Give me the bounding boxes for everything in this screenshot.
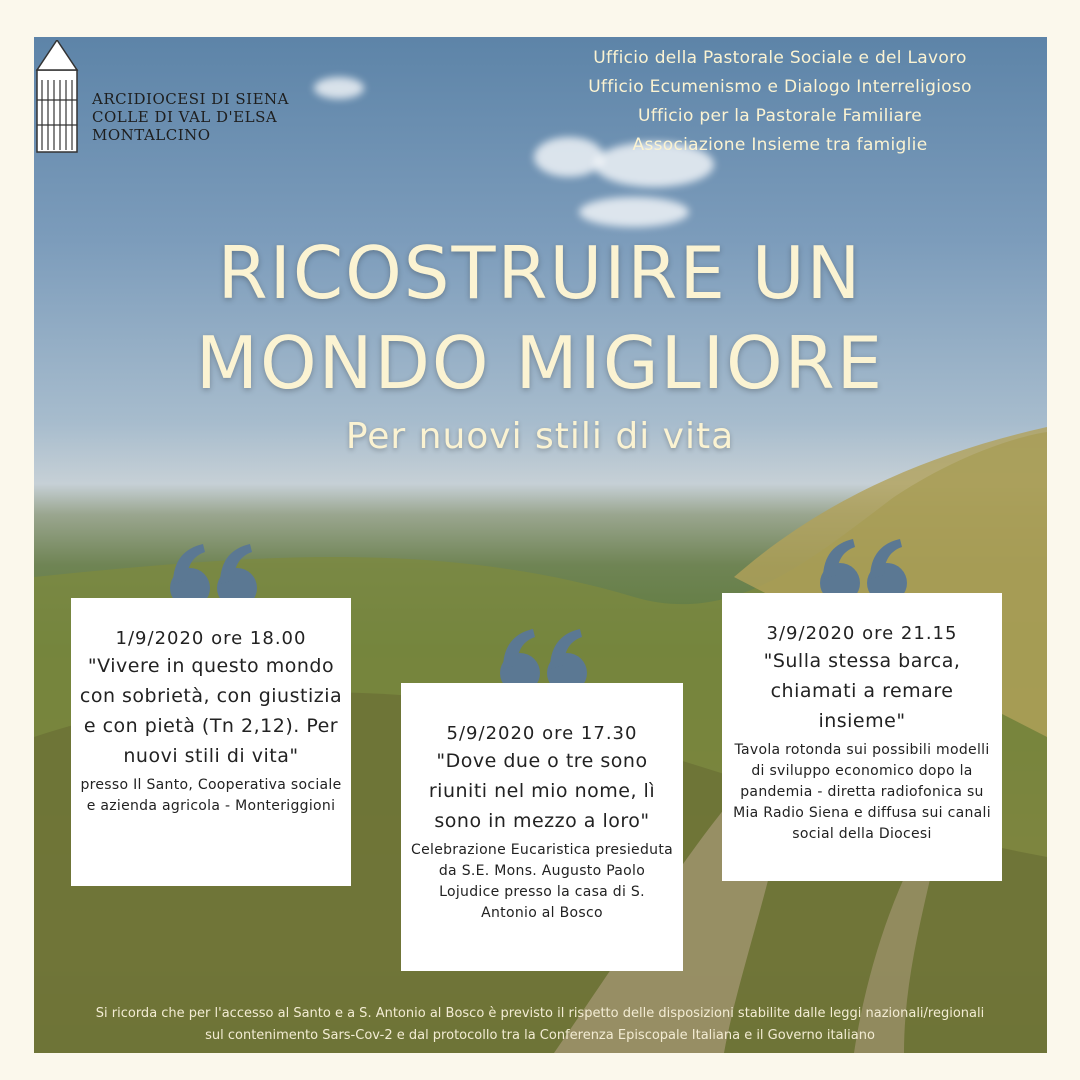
diocese-name-line: COLLE DI VAL D'ELSA: [92, 108, 278, 126]
subtitle: Per nuovi stili di vita: [345, 416, 735, 457]
organizing-offices: [520, 44, 1040, 160]
footer-notice: [30, 1003, 1050, 1047]
office-line: Associazione Insieme tra famiglie: [632, 135, 928, 155]
event-card-2: [401, 683, 683, 971]
diocese-name-line: MONTALCINO: [92, 126, 211, 144]
diocese-name: [92, 90, 289, 144]
footer-line: Si ricorda che per l'accesso al Santo e a S. Antonio al Bosco è previsto il rispetto delle disposizioni stabilite dalle leggi nazionali/regionali: [95, 1006, 985, 1021]
office-line: Ufficio della Pastorale Sociale e del Lavoro: [593, 48, 967, 68]
event-card-1: [71, 598, 351, 886]
title-line: RICOSTRUIRE UN: [217, 231, 863, 315]
event-date: 1/9/2020 ore 18.00: [115, 628, 307, 649]
main-title: [40, 228, 1040, 408]
office-line: Ufficio per la Pastorale Familiare: [637, 106, 923, 126]
event-card-3: [722, 593, 1002, 881]
event-details: Tavola rotonda sui possibili modelli di sviluppo economico dopo la pandemia - diretta radiofonica su Mia Radio Siena e diffusa sui canali social della Diocesi: [733, 742, 991, 842]
event-quote: "Dove due o tre sono riuniti nel mio nome, lì sono in mezzo a loro": [428, 750, 656, 832]
event-date: 3/9/2020 ore 21.15: [766, 623, 958, 644]
event-details: presso Il Santo, Cooperativa sociale e azienda agricola - Monteriggioni: [80, 777, 342, 814]
event-quote: "Sulla stessa barca, chiamati a remare insieme": [763, 650, 961, 732]
event-date: 5/9/2020 ore 17.30: [446, 723, 638, 744]
title-line: MONDO MIGLIORE: [195, 321, 885, 405]
cathedral-facade-icon: [34, 40, 80, 155]
event-quote: "Vivere in questo mondo con sobrietà, con giustizia e con pietà (Tn 2,12). Per nuovi stili di vita": [79, 655, 343, 767]
diocese-name-line: ARCIDIOCESI DI SIENA: [92, 90, 290, 108]
footer-line: sul contenimento Sars-Cov-2 e dal protocollo tra la Conferenza Episcopale Italiana e il Governo italiano: [205, 1028, 875, 1043]
event-details: Celebrazione Eucaristica presieduta da S.E. Mons. Augusto Paolo Lojudice presso la casa di S. Antonio al Bosco: [411, 842, 673, 921]
office-line: Ufficio Ecumenismo e Dialogo Interreligioso: [588, 77, 972, 97]
